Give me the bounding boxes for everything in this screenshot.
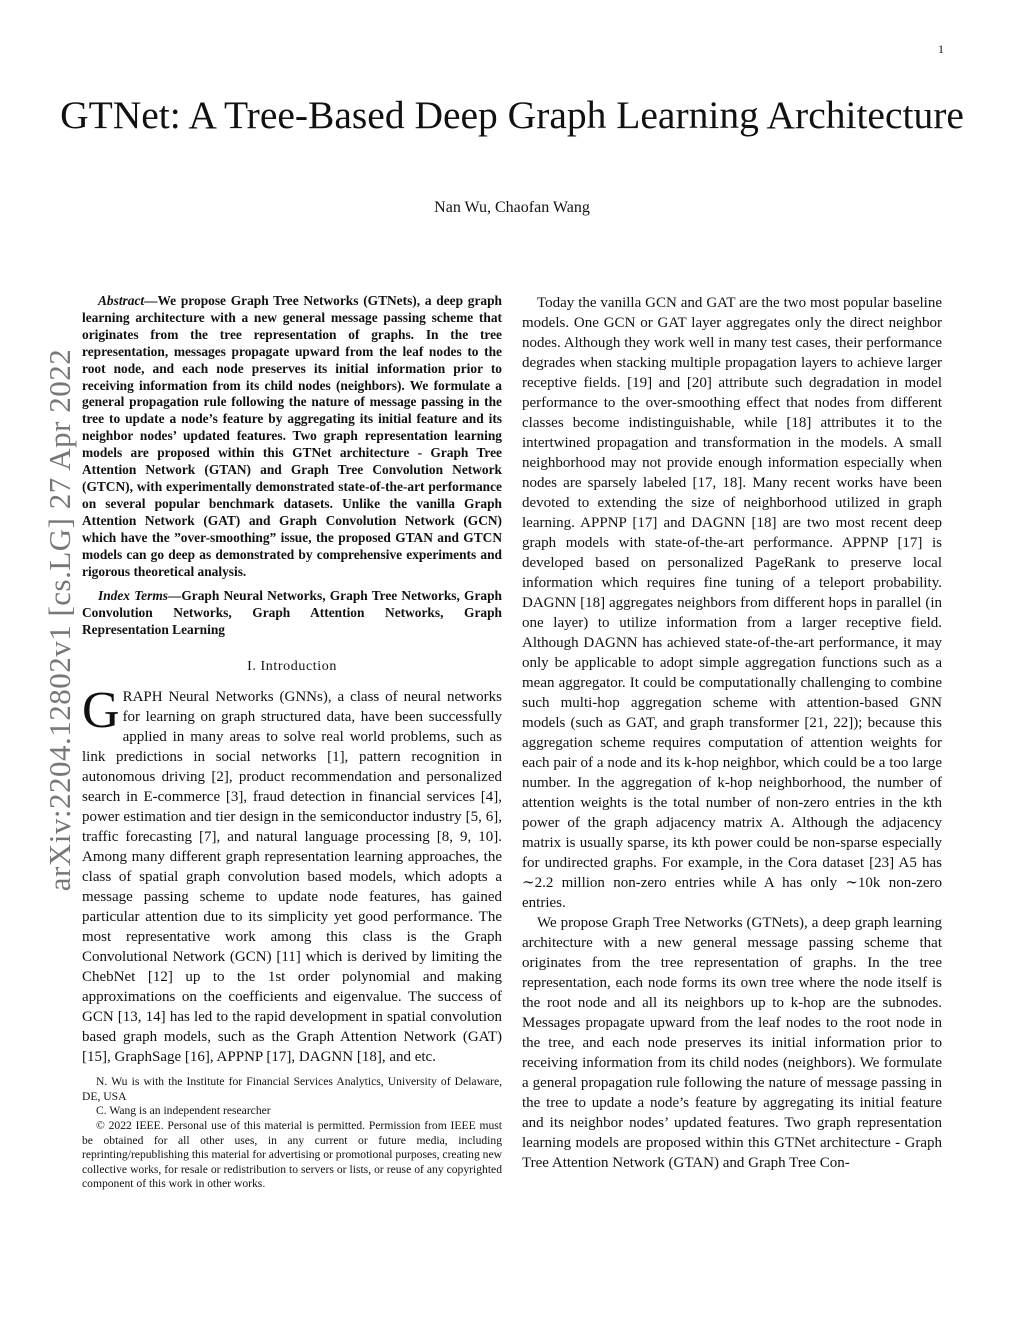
abstract-label: Abstract— [98, 293, 158, 308]
page-number: 1 [938, 42, 944, 56]
right-paragraph-1: Today the vanilla GCN and GAT are the two most popular baseline models. One GCN or GAT layer aggregates only the direct neighbor nodes. Although they work well in many test cases, their performance degrades when stacking multiple propagation layers to achieve larger receptive fields. [19] and [20] attribute such degradation in model performance to the over-smoothing effect that nodes from different classes become indistinguishable, while [18] attributes it to the intertwined propagation and transformation in the models. A small neighborhood may not provide enough information especially when nodes are sparsely labeled [17, 18]. Many recent works have been devoted to extending the size of neighborhood utilized in graph learning. APPNP [17] and DAGNN [18] are two most recent deep graph models with state-of-the-art performance. APPNP [17] is developed based on personalized PageRank to preserve local information which requires fine tuning of a teleport probability. DAGNN [18] aggregates neighbors from different hops in parallel (in one layer) to utilize information from a larger receptive field. Although DAGNN has achieved state-of-the-art performance, it may only be applicable to adopt simple aggregation functions such as a mean aggregator. It could be computationally challenging to combine such multi-hop aggregation scheme with attention-based GNN models (such as GAT, and graph transformer [21, 22]); because this aggregation scheme requires computation of attention weights for each pair of a node and its k-hop neighbor, which could be a too large number. In the aggregation of k-hop neighborhood, the number of attention weights is the total number of non-zero entries in the kth power of the graph adjacency matrix A. Although the adjacency matrix is usually sparse, its kth power could be non-sparse especially for undirected graphs. For example, in the Cora dataset [23] A5 has ∼2.2 million non-zero entries while A has only ∼10k non-zero entries. [522, 295, 942, 911]
intro-paragraph [82, 682, 502, 1067]
footnote-affiliation-wu: N. Wu is with the Institute for Financial Services Analytics, University of Delaware, DE, USA [82, 1075, 502, 1103]
footnote-copyright: © 2022 IEEE. Personal use of this material is permitted. Permission from IEEE must be obtained for all other uses, in any current or future media, including reprinting/republishing this material for advertising or promotional purposes, creating new collective works, for resale or redistribution to servers or lists, or reuse of any copyrighted component of this work in other works. [82, 1118, 502, 1191]
arxiv-identifier: arXiv:2204.12802v1 [cs.LG] 27 Apr 2022 [42, 348, 77, 892]
left-column [82, 293, 502, 1192]
paper-authors: Nan Wu, Chaofan Wang [434, 199, 590, 216]
index-terms [82, 588, 502, 639]
paper-title: GTNet: A Tree-Based Deep Graph Learning Architecture [60, 93, 964, 137]
index-terms-text: Graph Neural Networks, Graph Tree Networks, Graph Convolution Networks, Graph Attention Networks, Graph Representation Learning [82, 588, 502, 638]
intro-paragraph-text: RAPH Neural Networks (GNNs), a class of neural networks for learning on graph structured data, have been successfully applied in many areas to solve real world problems, such as link predictions in social networks [1], pattern recognition in autonomous driving [2], product recommendation and personalized search in E-commerce [3], fraud detection in financial services [4], power estimation and tier design in the semiconductor industry [5, 6], traffic forecasting [7], and natural language processing [8, 9, 10]. Among many different graph representation learning approaches, the class of spatial graph convolution based models, which adopts a message passing scheme to update node features, has gained particular attention due to its simplicity yet good performance. The most representative work among this class is the Graph Convolutional Network (GCN) [11] which is derived by limiting the ChebNet [12] up to the 1st order polynomial and making approximations on the coefficients and eigenvalue. The success of GCN [13, 14] has led to the rapid development in spatial convolution based graph models, such as the Graph Attention Network (GAT) [15], GraphSage [16], APPNP [17], DAGNN [18], and etc. [82, 689, 502, 1066]
footnotes [82, 1075, 502, 1192]
right-column [522, 293, 942, 1173]
footnote-affiliation-wang: C. Wang is an independent researcher [96, 1104, 271, 1118]
right-paragraph-2: We propose Graph Tree Networks (GTNets), a deep graph learning architecture with a new general message passing scheme that originates from the tree representation of graphs. In the tree representation, each node forms its own tree where the node itself is the root node and all its neighbors up to k-hop are the subnodes. Messages propagate upward from the leaf nodes to the root node in the tree, and each node preserves its initial information prior to receiving information from its child nodes (neighbors). We formulate a general propagation rule following the nature of message passing in the tree to update a node’s feature by aggregating its initial feature and its neighbor nodes’ updated features. Two graph representation learning models are proposed within this GTNet architecture - Graph Tree Attention Network (GTAN) and Graph Tree Con- [522, 915, 942, 1171]
drop-cap: G [82, 682, 120, 740]
index-terms-label: Index Terms— [98, 588, 182, 604]
section-heading: I. Introduction [247, 659, 337, 675]
abstract-text: We propose Graph Tree Networks (GTNets), a deep graph learning architecture with a new general message passing scheme that originates from the tree representation of graphs. In the tree representation, messages propagate upward from the leaf nodes to the root node, and each node preserves its initial information prior to receiving information from its child nodes (neighbors). We formulate a general propagation rule following the nature of message passing in the tree to update a node’s feature by aggregating its initial feature and its neighbor nodes’ updated features. Two graph representation learning models are proposed within this GTNet architecture - Graph Tree Attention Network (GTAN) and Graph Tree Convolution Network (GTCN), with experimentally demonstrated state-of-the-art performance on several popular benchmark datasets. Unlike the vanilla Graph Attention Network (GAT) and Graph Convolution Network (GCN) which have the ”over-smoothing” issue, the proposed GTAN and GTCN models can go deep as demonstrated by comprehensive experiments and rigorous theoretical analysis. [82, 293, 502, 579]
abstract [82, 293, 502, 580]
